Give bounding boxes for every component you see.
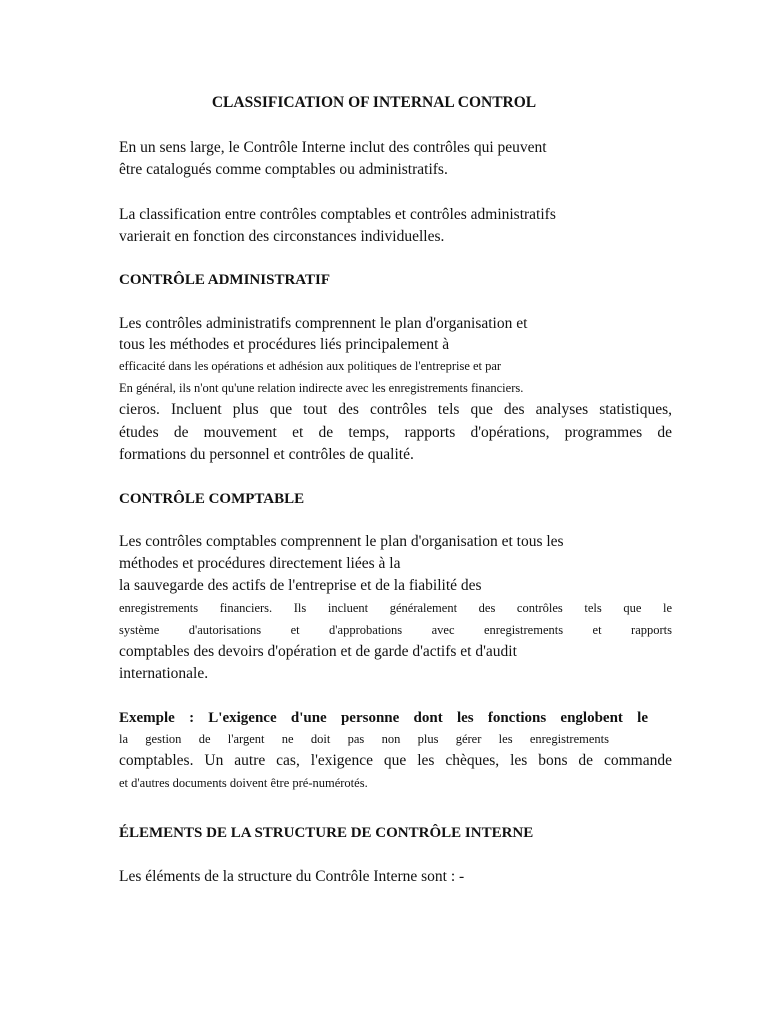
admin-line-4: En général, ils n'ont qu'une relation indirecte avec les enregistrements financiers. bbox=[119, 381, 524, 395]
compta-line-2: méthodes et procédures directement liées à la bbox=[119, 555, 401, 572]
admin-line-6: études de mouvement et de temps, rapports d'opérations, programmes de bbox=[119, 424, 672, 441]
admin-line-2: tous les méthodes et procédures liés principalement à bbox=[119, 336, 450, 353]
admin-line-7: formations du personnel et contrôles de qualité. bbox=[119, 446, 414, 463]
compta-line-1: Les contrôles comptables comprennent le plan d'organisation et tous les bbox=[119, 533, 564, 550]
classification-line-2: varierait en fonction des circonstances individuelles. bbox=[119, 228, 445, 245]
example-line-1: Exemple : L'exigence d'une personne dont les fonctions englobent le bbox=[119, 710, 648, 726]
admin-line-1: Les contrôles administratifs comprennent le plan d'organisation et bbox=[119, 315, 528, 332]
classification-line-1: La classification entre contrôles comptables et contrôles administratifs bbox=[119, 206, 556, 223]
admin-line-5: cieros. Incluent plus que tout des contrôles tels que des analyses statistiques, bbox=[119, 401, 672, 418]
intro-line-2: être catalogués comme comptables ou administratifs. bbox=[119, 161, 448, 178]
example-line-2: la gestion de l'argent ne doit pas non plus gérer les enregistrements bbox=[119, 732, 609, 746]
compta-heading: CONTRÔLE COMPTABLE bbox=[119, 491, 305, 507]
example-line-3: comptables. Un autre cas, l'exigence que les chèques, les bons de commande bbox=[119, 752, 672, 769]
compta-line-4: enregistrements financiers. Ils incluent généralement des contrôles tels que le bbox=[119, 601, 672, 615]
elements-heading: ÉLEMENTS DE LA STRUCTURE DE CONTRÔLE INTERNE bbox=[119, 825, 534, 841]
compta-line-3: la sauvegarde des actifs de l'entreprise et de la fiabilité des bbox=[119, 577, 482, 594]
elements-line: Les éléments de la structure du Contrôle Interne sont : - bbox=[119, 868, 465, 885]
admin-line-3: efficacité dans les opérations et adhésion aux politiques de l'entreprise et par bbox=[119, 359, 502, 373]
example-line-4: et d'autres documents doivent être pré-numérotés. bbox=[119, 776, 368, 790]
admin-heading: CONTRÔLE ADMINISTRATIF bbox=[119, 272, 331, 288]
compta-line-7: internationale. bbox=[119, 665, 209, 682]
page-title: CLASSIFICATION OF INTERNAL CONTROL bbox=[211, 94, 537, 111]
compta-line-5: système d'autorisations et d'approbations avec enregistrements et rapports bbox=[119, 623, 672, 637]
compta-line-6: comptables des devoirs d'opération et de garde d'actifs et d'audit bbox=[119, 643, 517, 660]
intro-line-1: En un sens large, le Contrôle Interne inclut des contrôles qui peuvent bbox=[119, 139, 547, 156]
